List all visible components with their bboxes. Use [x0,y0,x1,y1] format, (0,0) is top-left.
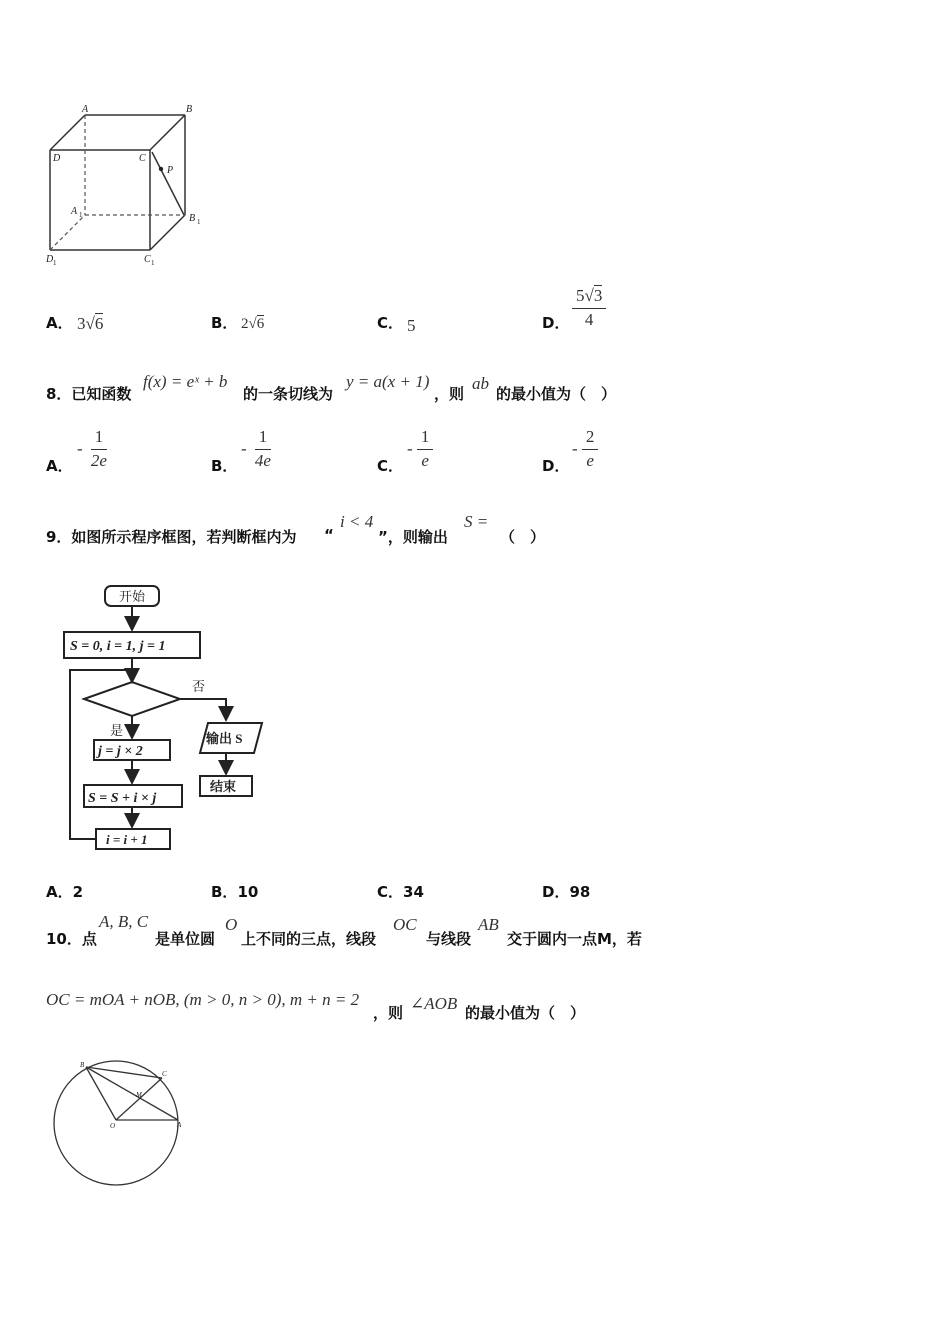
q8-option-c-value: - $\frac{1}{e}$ [407,428,433,470]
q10-text3: 与线段 [426,930,472,948]
svg-text:1: 1 [53,259,57,267]
q7-option-a-value: 3√6 [77,314,104,333]
q9-close-quote: ”，则输出 [378,528,448,546]
q9-option-c[interactable]: C．34 [377,883,424,901]
q7-option-c[interactable]: C． [377,314,404,332]
q10-equation: OC = mOA + nOB, (m > 0, n > 0), m + n = 2 [46,990,360,1009]
q7-option-d-value: $\frac{5√3}{4}$ [572,287,606,329]
q10-number: 10．点 [46,930,97,948]
cube-label-a1: A [71,206,78,217]
q10-circle-figure [46,1045,216,1195]
q9-option-a[interactable]: A．2 [46,883,84,901]
circle-label-o: O [110,1122,116,1130]
q10-tail: 的最小值为（ ） [465,1004,586,1022]
flow-step1-text: j = j × 2 [98,744,143,759]
q7-option-b[interactable]: B． [211,314,238,332]
q9-flowchart [40,578,280,868]
q10-angle: ∠AOB [410,994,458,1013]
q10-text4: 交于圆内一点M，若 [507,930,642,948]
q8-option-a[interactable]: A． [46,457,73,475]
q10-then: ，则 [373,1004,404,1022]
cube-label-a: A [82,104,89,115]
flow-no-label: 否 [192,679,206,694]
q10-text2: 上不同的三点，线段 [241,930,377,948]
flow-output-text: 输出 S [206,731,243,746]
q9-open-quote: “ [324,526,334,544]
cube-label-p: P [167,165,174,176]
q9-condition: i < 4 [340,512,374,531]
cube-label-c1: C [144,254,151,265]
q7-option-d[interactable]: D． [542,314,570,332]
circle-label-b: B [80,1061,85,1069]
cube-label-b: B [186,104,193,115]
q9-option-b[interactable]: B．10 [211,883,259,901]
q8-ab: ab [472,374,489,393]
circle-label-a: A [177,1121,182,1129]
q10-points: A, B, C [99,912,149,931]
q8-option-b-value: - $\frac{1}{4e}$ [241,427,271,470]
q9-s-equals: S = [464,512,489,531]
flow-start-text: 开始 [119,589,146,604]
q8-option-a-value: - $\frac{1}{2e}$ [77,427,107,470]
q8-function: f(x) = eˣ + b [143,372,228,391]
q9-tail: （ ） [500,528,546,546]
q8-tail: 的最小值为（ ） [496,385,617,403]
q8-option-c[interactable]: C． [377,457,404,475]
q9-option-d[interactable]: D．98 [542,883,591,901]
q8-tangent: y = a(x + 1) [346,372,430,391]
q10-o: O [225,915,238,934]
circle-label-c: C [162,1070,167,1078]
q8-number: 8．已知函数 [46,385,132,403]
q8-option-d-value: - $\frac{2}{e}$ [572,428,598,470]
svg-text:1: 1 [79,211,83,219]
q7-option-c-value: 5 [407,316,416,335]
cube-label-d: D [53,153,61,164]
q8-option-b[interactable]: B． [211,457,238,475]
flow-yes-label: 是 [110,723,124,738]
cube-label-d1: D [46,254,54,265]
flow-end-text: 结束 [210,779,237,794]
svg-text:1: 1 [197,218,201,226]
q10-ab: AB [478,915,499,934]
flow-init-text: S = 0, i = 1, j = 1 [70,639,166,654]
q10-oc: OC [393,915,417,934]
flow-step2-text: S = S + i × j [88,791,157,806]
q8-then: ，则 [434,385,465,403]
q8-mid: 的一条切线为 [243,385,334,403]
cube-label-b1: B [189,213,196,224]
svg-text:1: 1 [151,259,155,267]
flow-decision-diamond [84,682,180,716]
q7-option-b-value: 2√6 [241,316,265,332]
q10-text1: 是单位圆 [155,930,216,948]
cube-label-c: C [139,153,146,164]
circle-label-m: M [136,1091,142,1099]
q9-number: 9．如图所示程序框图，若判断框内为 [46,528,297,546]
flow-step3-text: i = i + 1 [106,832,148,847]
cube-figure [38,100,208,270]
q7-option-a[interactable]: A． [46,314,73,332]
q8-option-d[interactable]: D． [542,457,570,475]
